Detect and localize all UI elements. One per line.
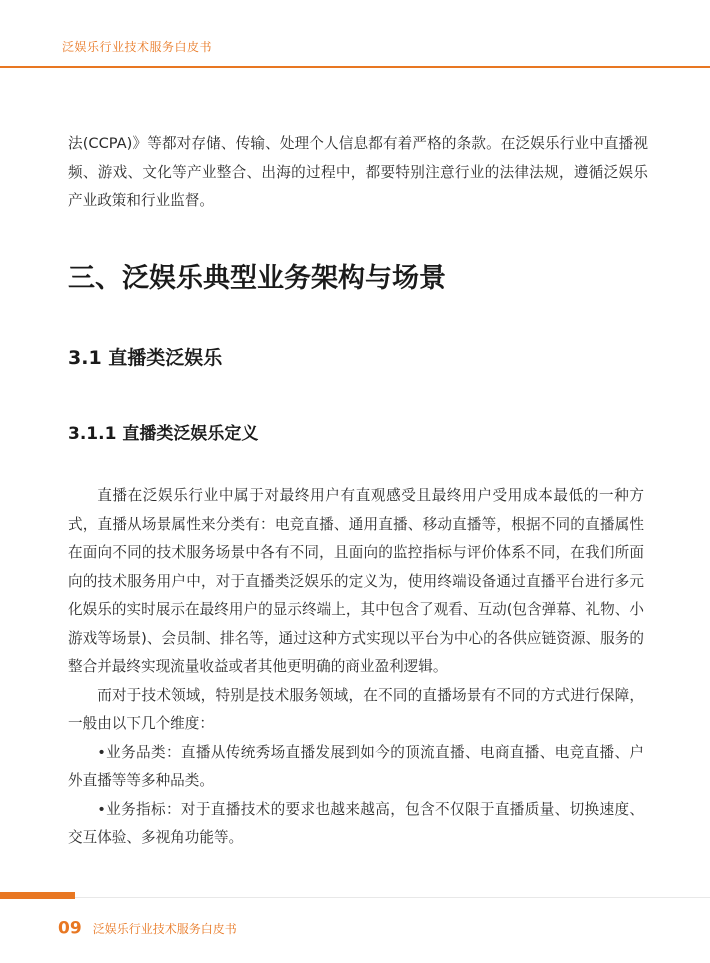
intro-paragraph: 法(CCPA)》等都对存储、传输、处理个人信息都有着严格的条款。在泛娱乐行业中直播视频、游戏、文化等产业整合、出海的过程中，都要特别注意行业的法律法规，遵循泛娱乐产业政策和行业监督。 xyxy=(68,135,648,209)
page-number: 09 xyxy=(58,918,82,939)
intro-block xyxy=(68,130,648,216)
footer-title: 泛娱乐行业技术服务白皮书 xyxy=(92,922,237,936)
footer-accent-bar xyxy=(0,892,75,899)
page-header xyxy=(0,0,710,70)
header-divider xyxy=(0,66,710,68)
section-heading: 三、泛娱乐典型业务架构与场景 xyxy=(68,263,446,294)
body-paragraph-1: 直播在泛娱乐行业中属于对最终用户有直观感受且最终用户受用成本最低的一种方式，直播从场景属性来分类有：电竞直播、通用直播、移动直播等，根据不同的直播属性在面向不同的技术服务场景中各有不同，且面向的监控指标与评价体系不同，在我们所面向的技术服务用户中，对于直播类泛娱乐的定义为，使用终端设备通过直播平台进行多元化娱乐的实时展示在最终用户的显示终端上，其中包含了观看、互动(包含弹幕、礼物、小游戏等场景)、会员制、排名等，通过这种方式实现以平台为中心的各供应链资源、服务的整合并最终实现流量收益或者其他更明确的商业盈利逻辑。 xyxy=(68,487,644,675)
page-footer xyxy=(58,918,237,939)
subsection-heading: 3.1 直播类泛娱乐 xyxy=(68,347,223,369)
footer-divider xyxy=(0,897,710,898)
body-text xyxy=(68,482,644,853)
subsubsection-heading: 3.1.1 直播类泛娱乐定义 xyxy=(68,424,259,444)
header-title: 泛娱乐行业技术服务白皮书 xyxy=(62,40,213,54)
bullet-item-category: •业务品类：直播从传统秀场直播发展到如今的顶流直播、电商直播、电竞直播、户外直播等等多种品类。 xyxy=(68,743,644,789)
body-paragraph-2: 而对于技术领域，特别是技术服务领域，在不同的直播场景有不同的方式进行保障，一般由以下几个维度： xyxy=(68,686,644,732)
bullet-item-metrics: •业务指标：对于直播技术的要求也越来越高，包含不仅限于直播质量、切换速度、交互体验、多视角功能等。 xyxy=(68,800,644,846)
